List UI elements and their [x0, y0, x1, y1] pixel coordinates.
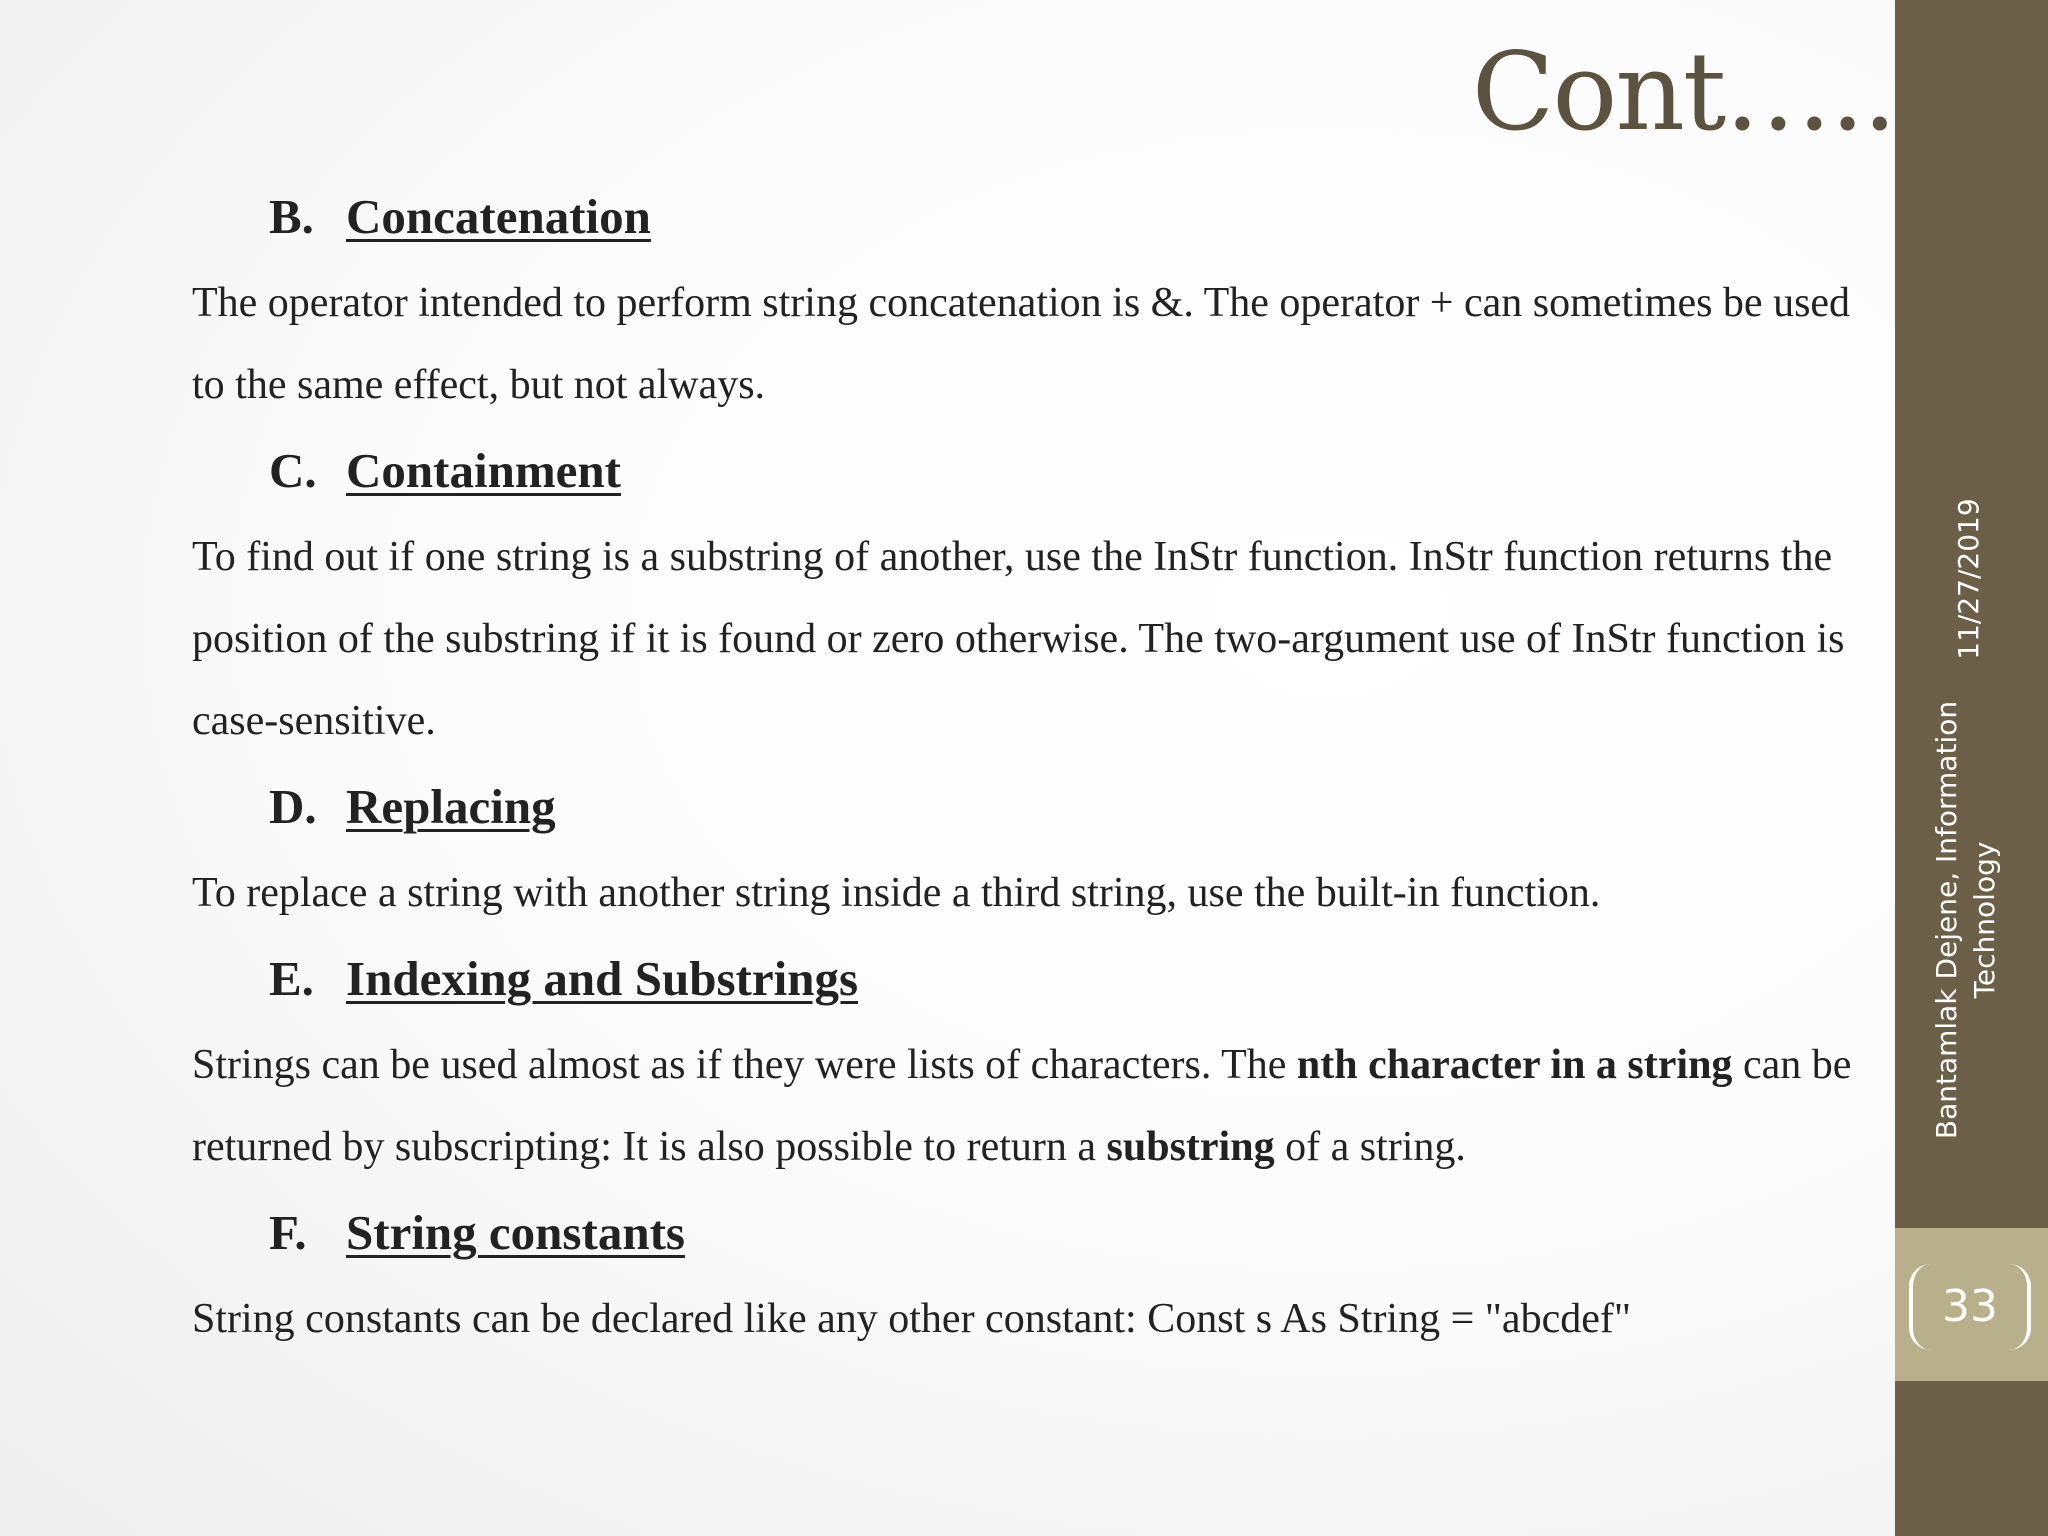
footer-date: 11/27/2019: [1952, 498, 1985, 660]
slide-title: Cont…..: [1471, 30, 1895, 155]
section-heading-indexing: [269, 944, 1872, 1014]
slide-content: [192, 182, 1872, 1370]
section-letter: F.: [269, 1205, 307, 1260]
page-number-badge: [1895, 1228, 2048, 1381]
section-heading-text: Concatenation: [346, 189, 651, 244]
paragraph-indexing: [192, 1024, 1872, 1188]
section-heading-string-constants: [269, 1198, 1872, 1268]
paragraph-concatenation: The operator intended to perform string concatenation is &. The operator + can sometimes be used to the same effect, but not always.: [192, 280, 1851, 408]
section-letter: B.: [269, 189, 314, 244]
section-letter: D.: [269, 779, 317, 834]
paragraph-bold-text: substring: [1106, 1124, 1275, 1170]
paragraph-text: Strings can be used almost as if they were lists of characters. The: [192, 1042, 1297, 1088]
section-heading-containment: [269, 436, 1872, 506]
section-heading-text: String constants: [346, 1205, 685, 1260]
paragraph-bold-text: nth character in a string: [1296, 1042, 1733, 1088]
section-heading-text: Replacing: [346, 779, 556, 834]
paragraph-containment: To find out if one string is a substring of another, use the InStr function. InStr function returns the position of the substring if it is found or zero otherwise. The two-argument use of InStr function is case-sensitive.: [192, 534, 1845, 744]
paragraph-text: of a string.: [1274, 1124, 1466, 1170]
paragraph-string-constants: String constants can be declared like any other constant: Const s As String = "abcdef": [192, 1296, 1631, 1342]
footer-author-line: Technology: [1968, 841, 2001, 999]
paragraph-text: can be returned by subscripting: It is also possible to return a: [192, 1042, 1852, 1170]
section-heading-text: Indexing and Substrings: [346, 951, 859, 1006]
section-letter: E.: [269, 951, 314, 1006]
section-heading-text: Containment: [346, 443, 621, 498]
section-heading-replacing: [269, 772, 1872, 842]
section-heading-concatenation: [269, 182, 1872, 252]
section-letter: C.: [269, 443, 317, 498]
footer-author-line: Bantamlak Dejene, Information: [1930, 700, 1963, 1140]
page-number-brackets: [1909, 1264, 2031, 1350]
paragraph-replacing: To replace a string with another string inside a third string, use the built-in function.: [192, 870, 1601, 916]
footer-author: [1928, 700, 2004, 1140]
page-number: 33: [1942, 1281, 1998, 1332]
